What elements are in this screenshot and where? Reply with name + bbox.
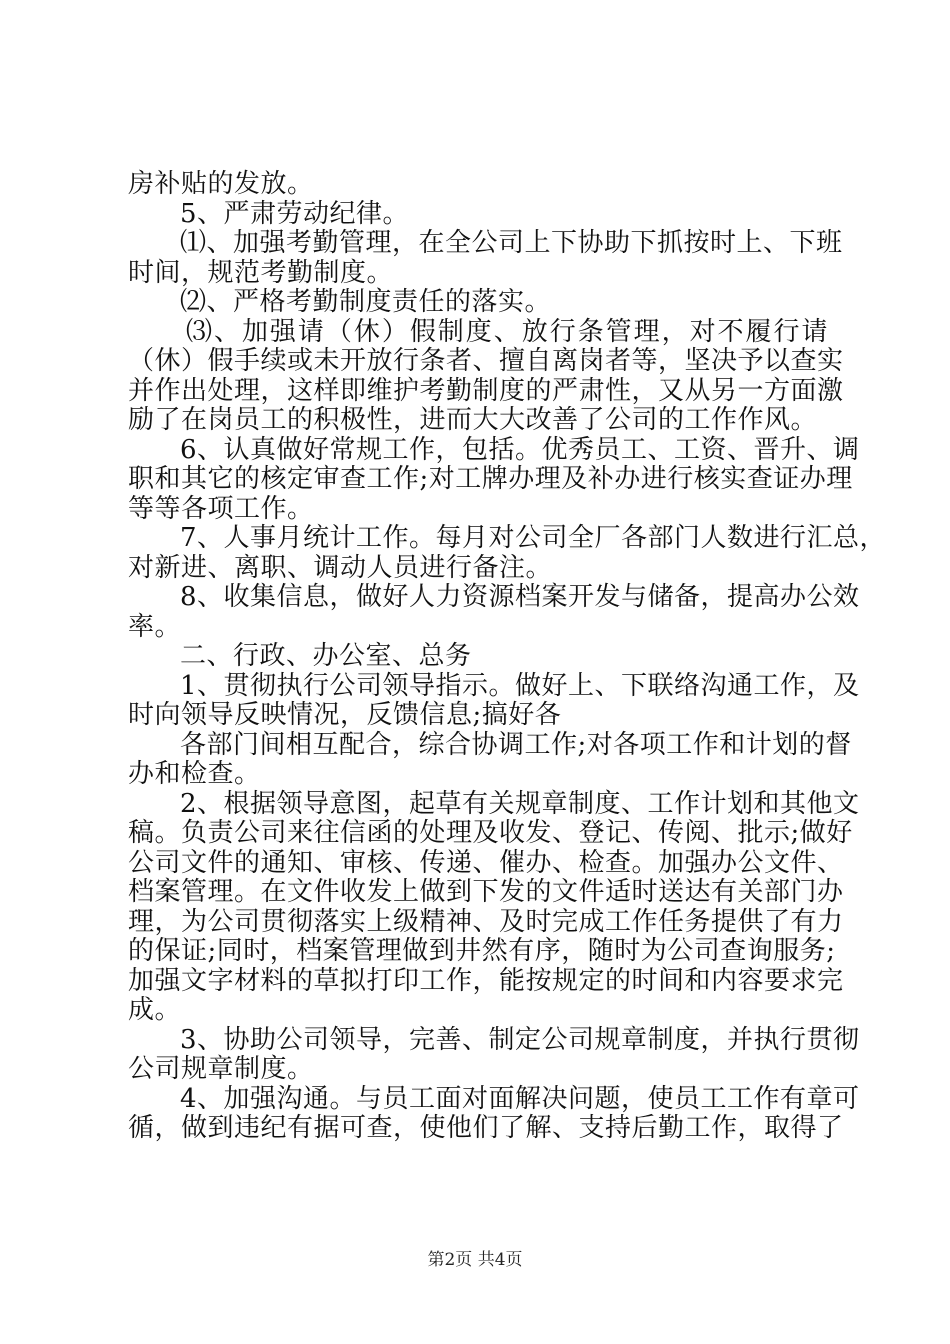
text-line: 3、协助公司领导，完善、制定公司规章制度，并执行贯彻: [180, 1024, 860, 1055]
section-heading: 二、行政、办公室、总务: [180, 641, 472, 671]
text-line: 公司规章制度。: [128, 1054, 314, 1084]
text-line: 房补贴的发放。: [128, 169, 314, 199]
text-line: 并作出处理，这样即维护考勤制度的严肃性，又从另一方面激: [128, 375, 844, 406]
text-line: 各部门间相互配合，综合协调工作;对各项工作和计划的督: [180, 729, 852, 760]
text-line: ⑶、加强请（休）假制度、放行条管理，对不履行请: [186, 316, 828, 347]
text-line: 稿。负责公司来往信函的处理及收发、登记、传阅、批示;做好: [128, 818, 853, 848]
text-line: 对新进、离职、调动人员进行备注。: [128, 552, 553, 583]
text-line: 2、根据领导意图，起草有关规章制度、工作计划和其他文: [180, 788, 860, 819]
text-line: 等等各项工作。: [128, 493, 314, 524]
text-line: 理，为公司贯彻落实上级精神、及时完成工作任务提供了有力: [128, 906, 844, 937]
text-line: 8、收集信息，做好人力资源档案开发与储备，提高办公效: [180, 582, 860, 612]
text-line: 时间，规范考勤制度。: [128, 257, 394, 288]
text-line: 档案管理。在文件收发上做到下发的文件适时送达有关部门办: [128, 877, 844, 907]
text-line: 励了在岗员工的积极性，进而大大改善了公司的工作作风。: [128, 405, 818, 435]
text-line: 的保证;同时，档案管理做到井然有序，随时为公司查询服务;: [128, 936, 836, 966]
document-body: [128, 169, 887, 1144]
text-line: 职和其它的核定审查工作;对工牌办理及补办进行核实查证办理: [128, 464, 853, 494]
text-line: 公司文件的通知、审核、传递、催办、检查。加强办公文件、: [128, 847, 844, 878]
text-line: ⑴、加强考勤管理，在全公司上下协助下抓按时上、下班: [180, 228, 843, 258]
text-line: 7、人事月统计工作。每月对公司全厂各部门人数进行汇总，: [180, 523, 887, 553]
text-line: ⑵、严格考勤制度责任的落实。: [180, 287, 552, 317]
text-line: 5、严肃劳动纪律。: [180, 198, 410, 229]
text-line: 加强文字材料的草拟打印工作，能按规定的时间和内容要求完: [128, 965, 844, 996]
text-line: 成。: [128, 995, 182, 1025]
text-line: 办和检查。: [128, 759, 261, 789]
text-line: （休）假手续或未开放行条者、擅自离岗者等，坚决予以查实: [128, 346, 844, 376]
text-line: 率。: [128, 611, 182, 642]
page-number-footer: 第2页 共4页: [427, 1250, 523, 1270]
text-line: 循，做到违纪有据可查，使他们了解、支持后勤工作，取得了: [128, 1113, 844, 1143]
text-line: 4、加强沟通。与员工面对面解决问题，使员工工作有章可: [180, 1083, 860, 1114]
text-line: 时向领导反映情况，反馈信息;搞好各: [128, 700, 562, 730]
text-line: 1、贯彻执行公司领导指示。做好上、下联络沟通工作，及: [180, 670, 860, 701]
text-line: 6、认真做好常规工作，包括。优秀员工、工资、晋升、调: [180, 434, 860, 465]
